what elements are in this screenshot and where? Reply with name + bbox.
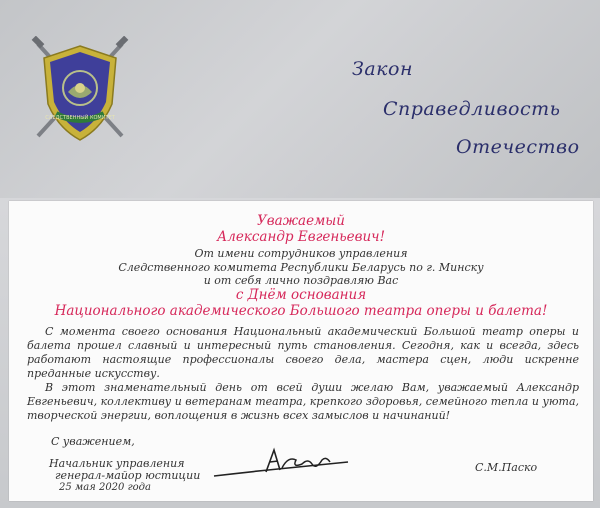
card-header bbox=[0, 0, 600, 198]
closing: С уважением, bbox=[51, 435, 135, 448]
motto-fatherland: Отечество bbox=[456, 136, 580, 158]
occasion-title: Национального академического Большого театра оперы и балета! bbox=[54, 303, 548, 319]
greeting-title: Уважаемый bbox=[257, 213, 345, 229]
intro-line: и от себя лично поздравляю Вас bbox=[203, 274, 399, 287]
svg-text:СЛЕДСТВЕННЫЙ КОМИТЕТ: СЛЕДСТВЕННЫЙ КОМИТЕТ bbox=[45, 115, 115, 121]
motto-law: Закон bbox=[352, 58, 413, 80]
intro-line: От имени сотрудников управления bbox=[194, 247, 408, 260]
handwritten-signature bbox=[208, 436, 358, 486]
greeting-name: Александр Евгеньевич! bbox=[217, 229, 385, 245]
signer-name: С.М.Паско bbox=[475, 461, 538, 474]
date: 25 мая 2020 года bbox=[59, 482, 151, 493]
occasion-line: с Днём основания bbox=[235, 287, 367, 303]
position: Начальник управления bbox=[49, 457, 185, 470]
intro-line: Следственного комитета Республики Беларусь по г. Минску bbox=[118, 261, 484, 274]
motto-justice: Справедливость bbox=[383, 98, 561, 120]
paragraph: В этот знаменательный день от всей души желаю Вам, уважаемый Александр Евгеньевич, коллективу и ветеранам театра, крепкого здоровья, семейного тепла и уюта, творческой энергии, воплощения в жизнь всех замыслов и начинаний! bbox=[27, 381, 579, 422]
rank: генерал-майор юстиции bbox=[55, 469, 201, 482]
paragraph: С момента своего основания Национальный академический Большой театр оперы и балета прошел славный и интересный путь становления. Сегодня, как и всегда, здесь работают настоящие профессионалы своего дела, мастера сцен, люди искренне преданные искусству. bbox=[27, 325, 579, 380]
investigative-committee-emblem bbox=[30, 36, 130, 146]
